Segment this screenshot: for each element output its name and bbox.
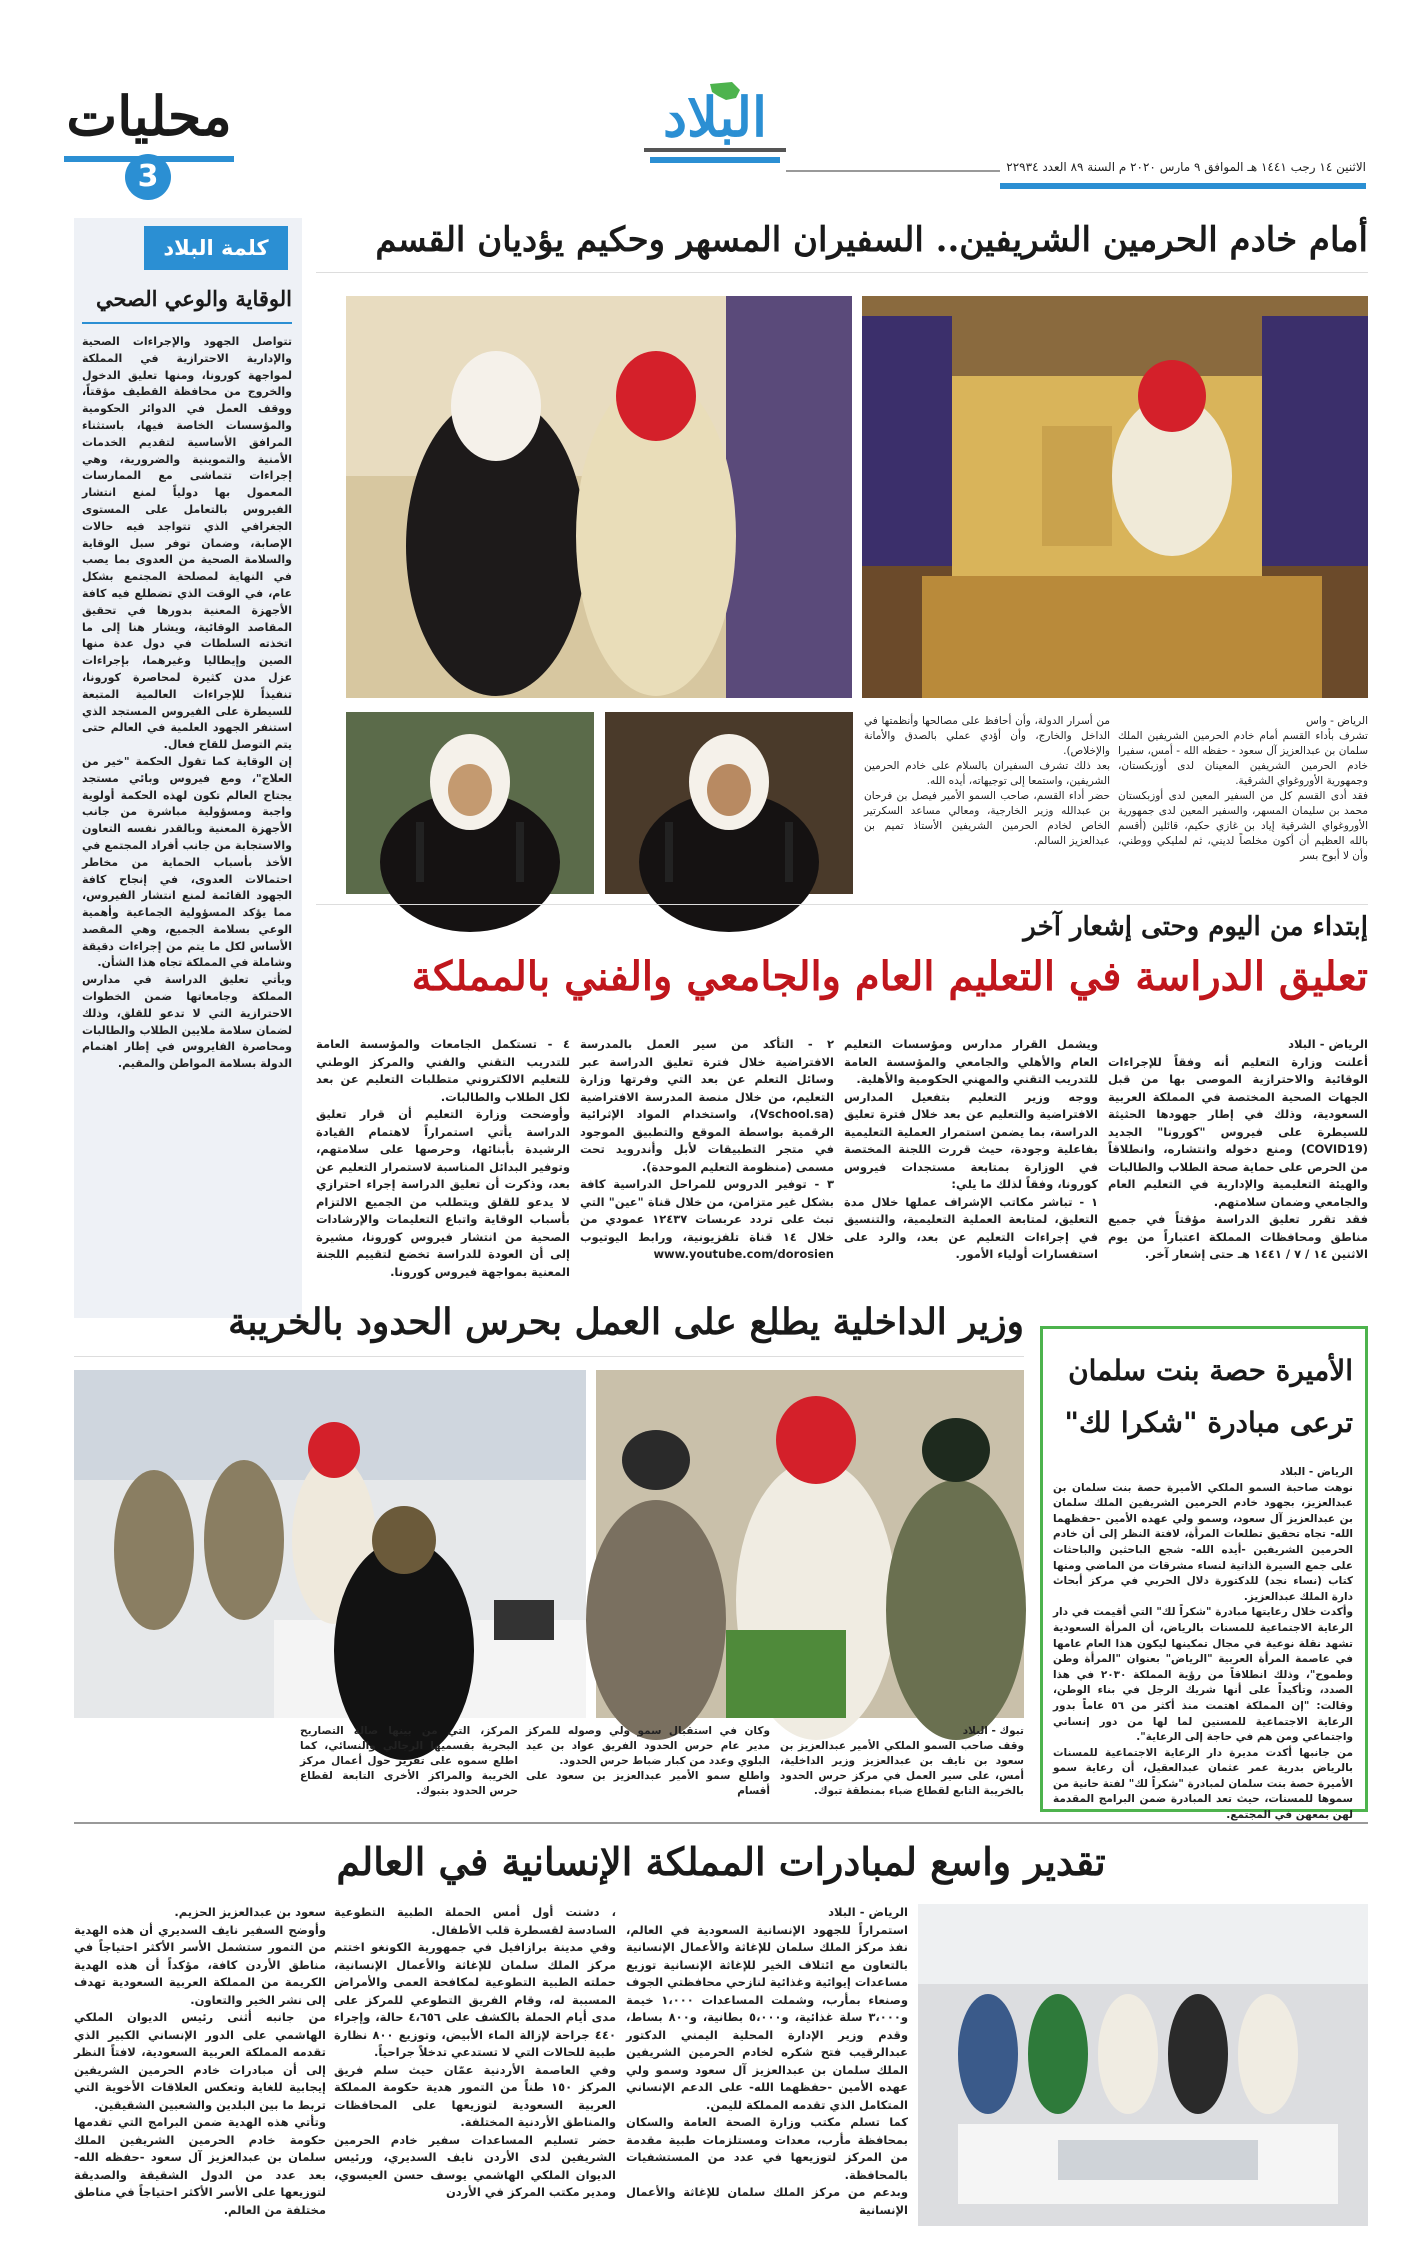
story2-top-rule <box>316 904 1368 905</box>
photo-king-oath <box>862 296 1368 698</box>
story2-kicker: إبتداء من اليوم وحتى إشعار آخر <box>1023 912 1368 942</box>
editorial-sidebar <box>74 218 302 1318</box>
masthead-rule <box>786 170 1000 172</box>
story5-top-rule <box>74 1822 1368 1824</box>
story4-headline: وزير الداخلية يطلع على العمل بحرس الحدود بالخريبة <box>228 1301 1024 1343</box>
story5-col3: سعود بن عبدالعزيز الحزيم. وأوضح السفير نايف السديري أن هذه الهدية من التمور ستشمل الأسر الأكثر احتياجاً في مناطق الأردن كافة، مؤكداً أن هذه الهدية الكريمة من المملكة العربية السعودية تهدف إلى نشر الخير والتعاون. من جانبه أثنى رئيس الديوان الملكي الهاشمي على الدور الإنساني الكبير الذي تقدمه المملكة العربية السعودية، لافتاً النظر إلى أن مبادرات خادم الحرمين الشريفين إيجابية للغاية وتعكس العلاقات الأخوية التي تربط ما بين البلدين والشعبين الشقيقين. وتأتي هذه الهدية ضمن البرامج التي تقدمها حكومة خادم الحرمين الشريفين الملك سلمان بن عبدالعزيز آل سعود -حفظه الله- بعد عدد من الدول الشقيقة والصديقة لتوزيعها على الأسر الأكثر احتياجاً في مناطق مختلفة من العالم. <box>74 1905 326 2217</box>
logo-text: البلاد <box>662 85 768 149</box>
story2-col1: الرياض - البلاد أعلنت وزارة التعليم أنه وفقاً للإجراءات الوقائية والاحترازية الموصى بها من قبل الجهات الصحية المختصة في المملكة العربية السعودية، وذلك في إطار جهودها الحثيثة للسيطرة على فيروس "كورونا" الجديد (COVID19) ومنع دخوله وانتشاره، وانطلاقاً من الحرص على حماية صحة الطلاب والطالبات والهيئة التعليمية والإدارية في التعليم العام والجامعي وضمان سلامتهم. فقد تقرر تعليق الدراسة مؤقتاً في جميع مناطق ومحافظات المملكة اعتباراً من يوم الاثنين ١٤ / ٧ / ١٤٤١ هـ حتى إشعار آخر. <box>1108 1037 1368 1261</box>
photo-permits-hall <box>74 1370 586 1718</box>
story5-headline: تقدير واسع لمبادرات المملكة الإنسانية في العالم <box>336 1839 1106 1884</box>
logo <box>640 76 790 166</box>
story4-col1: تبوك - البلاد وقف صاحب السمو الملكي الأمير عبدالعزيز بن سعود بن نايف بن عبدالعزيز وزير الداخلية، أمس، على سير العمل في مركز حرس الحدود بالخريبة التابع لقطاع ضباء بمنطقة تبوك. <box>780 1725 1024 1797</box>
story2-col4: ٤ - تستكمل الجامعات والمؤسسة العامة للتدريب التقني والفني والمركز الوطني للتعليم الالكتروني متطلبات التعليم عن بعد لكل الطلاب والطالبات. وأوضحت وزارة التعليم أن قرار تعليق الدراسة يأتي استمراراً لاهتمام القيادة الرشيدة بأبنائها، وحرصها على سلامتهم، وتوفير البدائل المناسبة لاستمرار التعليم عن بعد، وذكرت أن تعليق الدراسة إجراء احترازي لا يدعو للقلق ويتطلب من الجميع الالتزام بأسباب الوقاية واتباع التعليمات والإرشادات الصحية من انتشار فيروس كورونا، مشيرة إلى أن العودة للدراسة تخضع لتقييم اللجنة المعنية بمواجهة فيروس كورونا. <box>316 1037 570 1279</box>
masthead <box>0 0 1420 200</box>
sidebar-title: الوقاية والوعي الصحي <box>95 286 292 311</box>
story4-col3: المركز، التي من بينها صالة التصاريح البحرية بقسميها الرجالي والنسائي، كما اطلع سموه على تقرير حول أعمال مركز الخريبة والمراكز الأخرى التابعة لقطاع حرس الحدود بتبوك. <box>300 1725 518 1797</box>
photo-ambassador-1 <box>605 712 853 894</box>
story1-rule <box>316 272 1368 273</box>
sidebar-badge: كلمة البلاد <box>144 226 288 270</box>
story4-rule <box>74 1356 1024 1357</box>
sidebar-body: تتواصل الجهود والإجراءات الصحية والإدارية الاحترازية في المملكة لمواجهة كورونا، ومنها تعليق الدخول والخروج من محافظة القطيف مؤقتاً، ووقف العمل في الدوائر الحكومية والمؤسسات الخاصة فيها، باستثناء المرافق الأساسية لتقديم الخدمات الأمنية والتموينية والضرورية، وهي إجراءات تتماشى مع الممارسات المعمول بها دولياً لمنع انتشار الفيروس بالتعامل على المستوى الجغرافي الذي تتواجد فيه حالات الإصابة، وضمان توفر سبل الوقاية والسلامة الصحية من العدوى بما يصب في النهاية لمصلحة المجتمع بشكل عام، في الوقت الذي تضطلع فيه كافة الأجهزة المعنية بدورها في تحقيق المقاصد الوقائية، ويشار هنا إلى ما اتخذته السلطات في دول عدة منها الصين وإيطاليا وغيرهما، بإجراءات عزل مدن كثيرة لمحاصرة كورونا، تنفيذاً للإجراءات العالمية المتبعة للسيطرة على الفيروس المستجد الذي استنفر الجهود العلمية في العالم حتى يتم التوصل للقاح فعال. إن الوقاية كما تقول الحكمة "خير من العلاج"، ومع فيروس وبائي مستجد يجتاح العالم تكون لهذه الحكمة أولوية واجبة ومسؤولية مباشرة من جانب الأجهزة المعنية وبالقدر نفسه التعاون والاستجابة من جانب أفراد المجتمع في الأخذ بأسباب الحماية من مخاطر احتمالات العدوى، في إنجاح كافة الجهود القائمة لمنع انتشار الفيروس، مما يؤكد المسؤولية الجماعية وأهمية الوعي بسلامة الجميع، وهي المقصد الأساس لكل ما يتم من إجراءات دقيقة وشاملة في المملكة تجاه هذا الشأن. ويأتي تعليق الدراسة في مدارس المملكة وجامعاتها ضمن الخطوات الاحترازية التي لا تدعو للقلق، وذلك لضمان سلامة ملايين الطلاب والطالبات ومحاصرة الفايروس في إطار اهتمام الدولة بسلامة المواطن والمقيم. <box>82 335 292 1071</box>
story5-col1: الرياض - البلاد استمراراً للجهود الإنسانية السعودية في العالم، نفذ مركز الملك سلمان للإغاثة والأعمال الإنسانية بالتعاون مع ائتلاف الخير للإغاثة الإنسانية توزيع مساعدات إيوائية وغذائية لنازحي محافظتي الجوف وصنعاء بمأرب، وشملت المساعدات ١،٠٠٠ خيمة و٣،٠٠٠ سلة غذائية، و٥،٠٠٠ بطانية، و٨٠٠ بساط، وقدم وزير الإدارة المحلية اليمني الدكتور عبدالرقيب فتح شكره لخادم الحرمين الشريفين الملك سلمان بن عبدالعزيز آل سعود وسمو ولي عهده الأمين -حفظهما الله- على الدعم الإنساني المتكامل الذي تقدمه المملكة لليمن. كما تسلم مكتب وزارة الصحة العامة والسكان بمحافظة مأرب، معدات ومستلزمات طبية مقدمة من المركز لتوزيعها في عدد من المستشفيات بالمحافظة. وبدعم من مركز الملك سلمان للإغاثة والأعمال الإنسانية <box>626 1905 909 2217</box>
story2-headline: تعليق الدراسة في التعليم العام والجامعي والفني بالمملكة <box>411 953 1368 1000</box>
photo-ambassador-2 <box>346 712 594 894</box>
story1-col2: من أسرار الدولة، وأن أحافظ على مصالحها وأنظمتها في الداخل والخارج، وأن أؤدي عملي بالصدق والأمانة والإخلاص). بعد ذلك تشرف السفيران بالسلام على خادم الحرمين الشريفين، واستمعا إلى توجيهاته، أيده الله. حضر أداء القسم، صاحب السمو الأمير فيصل بن فرحان بن عبدالله وزير الخارجية، ومعالي مساعد السكرتير الخاص لخادم الحرمين الشريفين الأستاذ تميم بن عبدالعزيز السالم. <box>864 715 1110 847</box>
story1-headline: أمام خادم الحرمين الشريفين.. السفيران المسهر وحكيم يؤديان القسم <box>375 220 1368 260</box>
story2-col3: ٢ - التأكد من سير العمل بالمدرسة الافتراضية خلال فترة تعليق الدراسة عبر وسائل التعلم عن بعد التي وفرتها وزارة التعليم، من خلال منصة المدرسة الافتراضية (Vschool.sa)، واستخدام المواد الإثرائية الرقمية بواسطة الموقع والتطبيق الموجود في متجر التطبيقات لأبل وأندرويد تحت مسمى (منظومة التعليم الموحدة). ٣ - توفير الدروس للمراحل الدراسية كافة بشكل غير متزامن، من خلال قناة "عين" التي تبث على تردد عربسات ١٢٤٣٧ عمودي من خلال ١٤ قناة تلفزيونية، ورابط اليوتيوب www.youtube.com/dorosien <box>580 1037 834 1261</box>
story3-headline: الأميرة حصة بنت سلمان ترعى مبادرة "شكرا لك" <box>1064 1354 1353 1439</box>
story4-col2: وكان في استقبال سمو ولي وصوله للمركز مدير عام حرس الحدود الفريق عواد بن عيد البلوي وعدد من كبار ضباط حرس الحدود. واطلع سمو الأمير عبدالعزيز بن سعود على أقسام <box>526 1725 770 1797</box>
dateline: الاثنين ١٤ رجب ١٤٤١ هـ الموافق ٩ مارس ٢٠٢٠ م السنة ٨٩ العدد ٢٢٩٣٤ <box>1006 160 1366 174</box>
story5-col2: ، دشنت أول أمس الحملة الطبية التطوعية السادسة لقسطرة قلب الأطفال. وفي مدينة برازافيل في جمهورية الكونغو اختتم مركز الملك سلمان للإغاثة والأعمال الإنسانية، حملته الطبية التطوعية لمكافحة العمى والأمراض المسببة له، وقام الفريق التطوعي للمركز على مدى أيام الحملة بالكشف على ٤،٦٥٦ حالة، وإجراء ٤٤٠ جراحة لإزالة الماء الأبيض، وتوزيع ٨٠٠ نظارة طبية للحالات التي لا تستدعي تدخلاً جراحياً. وفي العاصمة الأردنية عمّان حيث سلم فريق المركز ١٥٠ طناً من التمور هدية حكومة المملكة العربية السعودية لتوزيعها على المحافظات والمناطق الأردنية المختلفة. حضر تسليم المساعدات سفير خادم الحرمين الشريفين لدى الأردن نايف السديري، ورئيس الديوان الملكي الهاشمي يوسف حسن العيسوي، ومدير مكتب المركز في الأردن <box>334 1905 616 2199</box>
sidebar-title-rule <box>82 322 292 324</box>
dateline-bar <box>1000 183 1366 189</box>
story2-col2: ويشمل القرار مدارس ومؤسسات التعليم العام والأهلي والجامعي والمؤسسة العامة للتدريب التقني والمهني الحكومية والأهلية. ووجه وزير التعليم بتفعيل المدارس الافتراضية والتعليم عن بعد خلال فترة تعليق الدراسة، بما يضمن استمرار العملية التعليمية بفاعلية وجودة، حيث قررت اللجنة المختصة في الوزارة بمتابعة مستجدات فيروس كورونا، وفقاً لذلك ما يلي: ١ - تباشر مكاتب الإشراف عملها خلال مدة التعليق، لمتابعة العملية التعليمية، والتنسيق في إجراءات التعليم عن بعد، والرد على استفسارات أولياء الأمور. <box>844 1037 1098 1261</box>
story1-col1: الرياض - واس تشرف بأداء القسم أمام خادم الحرمين الشريفين الملك سلمان بن عبدالعزيز آل سعود - حفظه الله - أمس، سفيرا خادم الحرمين الشريفين المعينان لدى أوزبكستان، وجمهورية الأوروغواي الشرقية. فقد أدى القسم كل من السفير المعين لدى أوزبكستان محمد بن سليمان المسهر، والسفير المعين لدى جمهورية الأوروغواي الشرقية إياد بن غازي حكيم، قائلين (أقسم بالله العظيم أن أكون مخلصاً لديني، ثم لمليكي ووطني، وأن لا أبوح بسر <box>1118 715 1368 862</box>
story3-box <box>1040 1326 1368 1822</box>
story3-body: الرياض - البلاد نوهت صاحبة السمو الملكي الأميرة حصة بنت سلمان بن عبدالعزيز، بجهود خادم الحرمين الشريفين الملك سلمان بن عبدالعزيز آل سعود، وسمو ولي عهده الأمين -حفظهما الله- تجاه تحقيق تطلعات المرأة، لافتة النظر إلى أن خادم الحرمين الشريفين -أيده الله- شجع الباحثين والباحثات على جمع السيرة الذاتية لنساء مشرقات من الماضي ومنها كتاب (نساء نجد) للدكتورة دلال الحربي في مركز أبحاث دارة الملك عبدالعزيز. وأكدت خلال رعايتها مبادرة "شكراً لك" التي أقيمت في دار الرعاية الاجتماعية للمسنات بالرياض، أن المرأة السعودية تشهد نقلة نوعية في مجال تمكينها ليكون هذا العام عامها في عاصمة المرأة العربية "الرياض" بعنوان "المرأة وطن وطموح"، وذلك انطلاقاً من رؤية المملكة ٢٠٣٠ في هذا الصدد، وتأكيداً على أنها شريك الرجل في بناء الوطن، وقالت: "إن المملكة اهتمت منذ أكثر من ٥٦ عاماً بدور الرعاية الاجتماعية للمسنين لما لها من دور إنساني واجتماعي ومن هم في حاجة إلى الرعاية". من جانبها أكدت مديرة دار الرعاية الاجتماعية للمسنات بالرياض بدرية عمر عثمان عبدالعقيل، أن رعاية سمو الأميرة حصة بنت سلمان لمبادرة "شكراً لك" لفتة حانية من سموها للمسنات، حيث تعد المبادرة ضمن البرامج المقدمة لهن بمعهن في المجتمع. <box>1053 1466 1354 1822</box>
page-number-badge: 3 <box>125 154 171 200</box>
section-title: محليات <box>66 84 232 148</box>
photo-ambassador-handshake <box>346 296 852 698</box>
photo-minister-border-guard <box>596 1370 1024 1718</box>
photo-medical-supplies <box>918 1904 1368 2226</box>
